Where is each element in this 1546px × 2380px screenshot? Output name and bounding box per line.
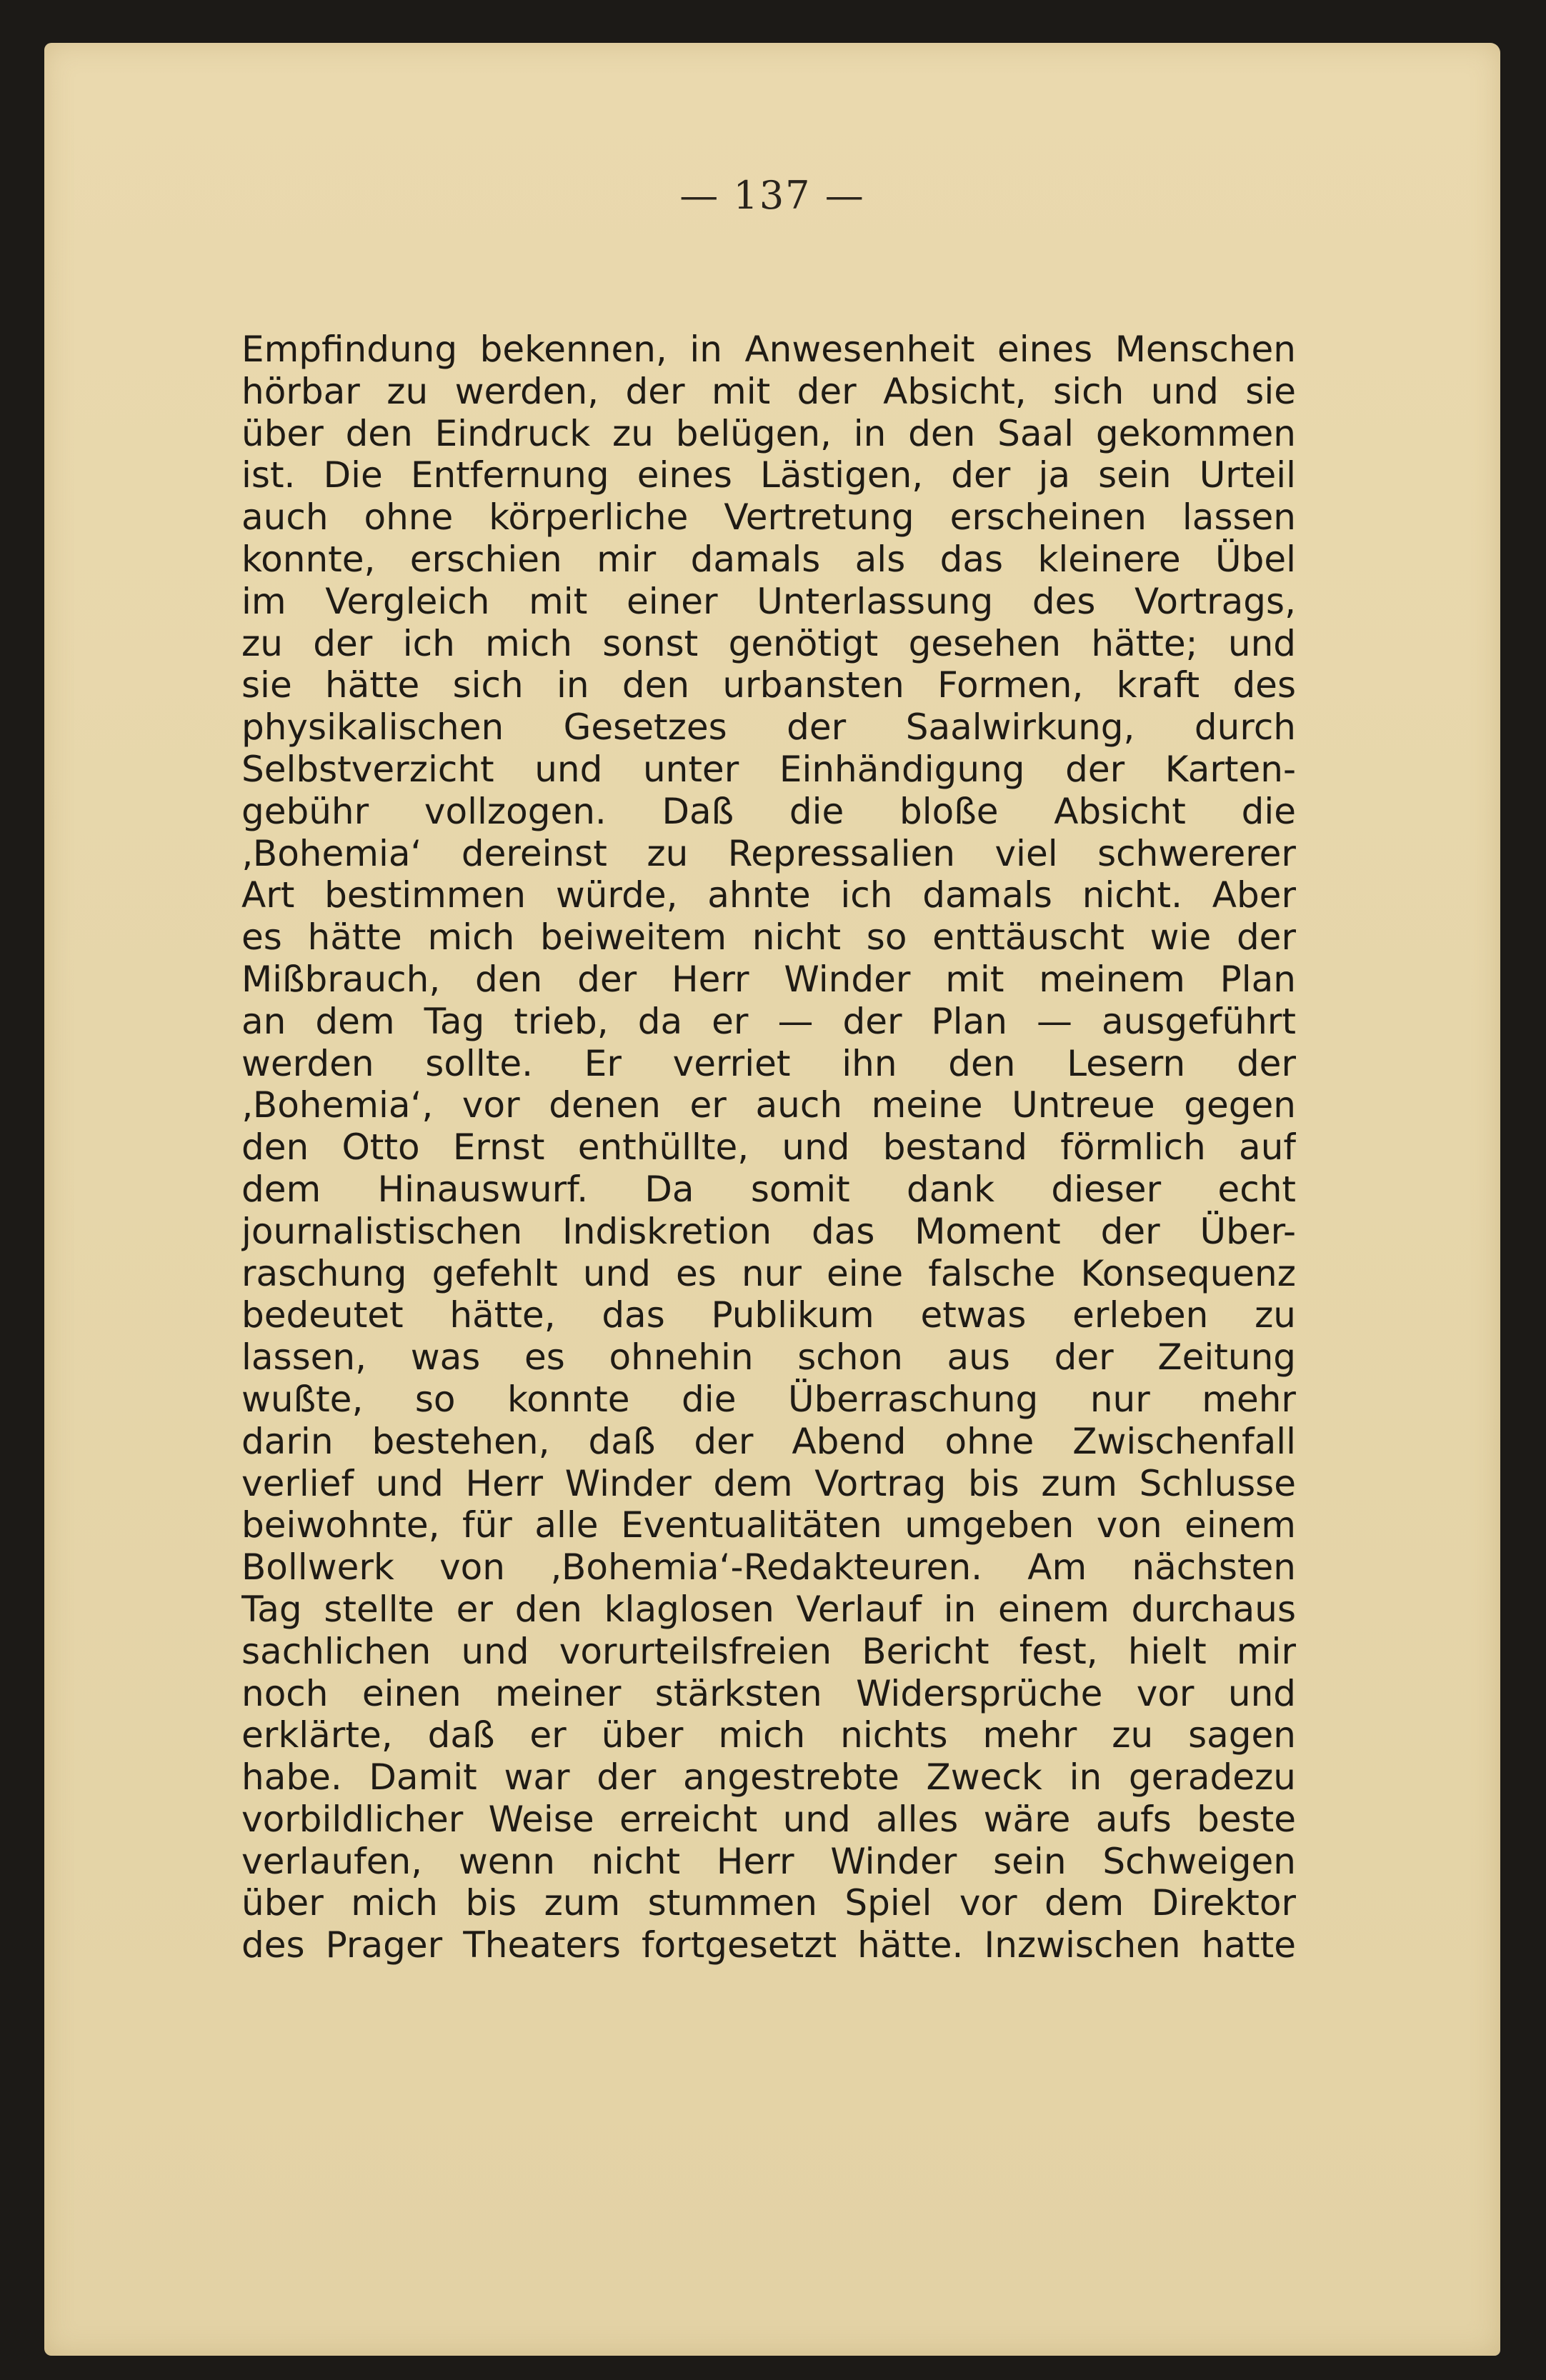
text-line: erklärte, daß er über mich nichts mehr zu sagen bbox=[241, 1714, 1296, 1756]
text-line: den Otto Ernst enthüllte, und bestand förmlich auf bbox=[241, 1126, 1296, 1169]
text-line: über den Eindruck zu belügen, in den Saal gekommen bbox=[241, 412, 1296, 454]
text-line: verlaufen, wenn nicht Herr Winder sein Schweigen bbox=[241, 1840, 1296, 1882]
text-line: Mißbrauch, den der Herr Winder mit meinem Plan bbox=[241, 958, 1296, 1000]
text-line: ‚Bohemia‘ dereinst zu Repressalien viel schwererer bbox=[241, 832, 1296, 874]
text-line: sachlichen und vorurteilsfreien Bericht fest, hielt mir bbox=[241, 1630, 1296, 1672]
text-line: gebühr vollzogen. Daß die bloße Absicht die bbox=[241, 790, 1296, 832]
text-line: journalistischen Indiskretion das Moment der Über- bbox=[241, 1210, 1296, 1252]
text-line: bedeutet hätte, das Publikum etwas erleben zu bbox=[241, 1294, 1296, 1336]
text-line: sie hätte sich in den urbansten Formen, kraft des bbox=[241, 664, 1296, 706]
text-line: habe. Damit war der angestrebte Zweck in geradezu bbox=[241, 1756, 1296, 1799]
text-line: des Prager Theaters fortgesetzt hätte. Inzwischen hatte bbox=[241, 1924, 1296, 1966]
text-line: Selbstverzicht und unter Einhändigung der Karten- bbox=[241, 748, 1296, 790]
text-line: vorbildlicher Weise erreicht und alles wäre aufs beste bbox=[241, 1798, 1296, 1840]
text-line: Bollwerk von ‚Bohemia‘-Redakteuren. Am nächsten bbox=[241, 1546, 1296, 1589]
text-line: physikalischen Gesetzes der Saalwirkung, durch bbox=[241, 706, 1296, 749]
text-line: beiwohnte, für alle Eventualitäten umgeben von einem bbox=[241, 1504, 1296, 1546]
text-line: lassen, was es ohnehin schon aus der Zeitung bbox=[241, 1336, 1296, 1379]
text-line: zu der ich mich sonst genötigt gesehen hätte; und bbox=[241, 622, 1296, 664]
text-line: konnte, erschien mir damals als das kleinere Übel bbox=[241, 538, 1296, 580]
text-line: werden sollte. Er verriet ihn den Lesern der bbox=[241, 1042, 1296, 1084]
text-line: hörbar zu werden, der mit der Absicht, sich und sie bbox=[241, 370, 1296, 412]
body-text bbox=[241, 329, 1296, 1966]
text-line: es hätte mich beiweitem nicht so enttäuscht wie der bbox=[241, 916, 1296, 959]
text-line: darin bestehen, daß der Abend ohne Zwischenfall bbox=[241, 1420, 1296, 1462]
text-line: ‚Bohemia‘, vor denen er auch meine Untreue gegen bbox=[241, 1084, 1296, 1126]
text-line: über mich bis zum stummen Spiel vor dem Direktor bbox=[241, 1882, 1296, 1924]
text-line: wußte, so konnte die Überraschung nur mehr bbox=[241, 1378, 1296, 1420]
page-number: — 137 — bbox=[679, 173, 865, 218]
text-line: raschung gefehlt und es nur eine falsche Konsequenz bbox=[241, 1252, 1296, 1294]
text-line: Empfindung bekennen, in Anwesenheit eines Menschen bbox=[241, 329, 1296, 370]
text-line: auch ohne körperliche Vertretung erscheinen lassen bbox=[241, 496, 1296, 539]
text-line: verlief und Herr Winder dem Vortrag bis zum Schlusse bbox=[241, 1462, 1296, 1504]
text-line: an dem Tag trieb, da er — der Plan — ausgeführt bbox=[241, 1000, 1296, 1042]
text-line: im Vergleich mit einer Unterlassung des Vortrags, bbox=[241, 580, 1296, 622]
text-line: Tag stellte er den klaglosen Verlauf in einem durchaus bbox=[241, 1588, 1296, 1630]
book-page bbox=[44, 43, 1500, 2356]
text-line: Art bestimmen würde, ahnte ich damals nicht. Aber bbox=[241, 874, 1296, 916]
text-line: ist. Die Entfernung eines Lästigen, der ja sein Urteil bbox=[241, 454, 1296, 496]
text-line: noch einen meiner stärksten Widersprüche vor und bbox=[241, 1672, 1296, 1714]
text-line: dem Hinauswurf. Da somit dank dieser echt bbox=[241, 1168, 1296, 1210]
